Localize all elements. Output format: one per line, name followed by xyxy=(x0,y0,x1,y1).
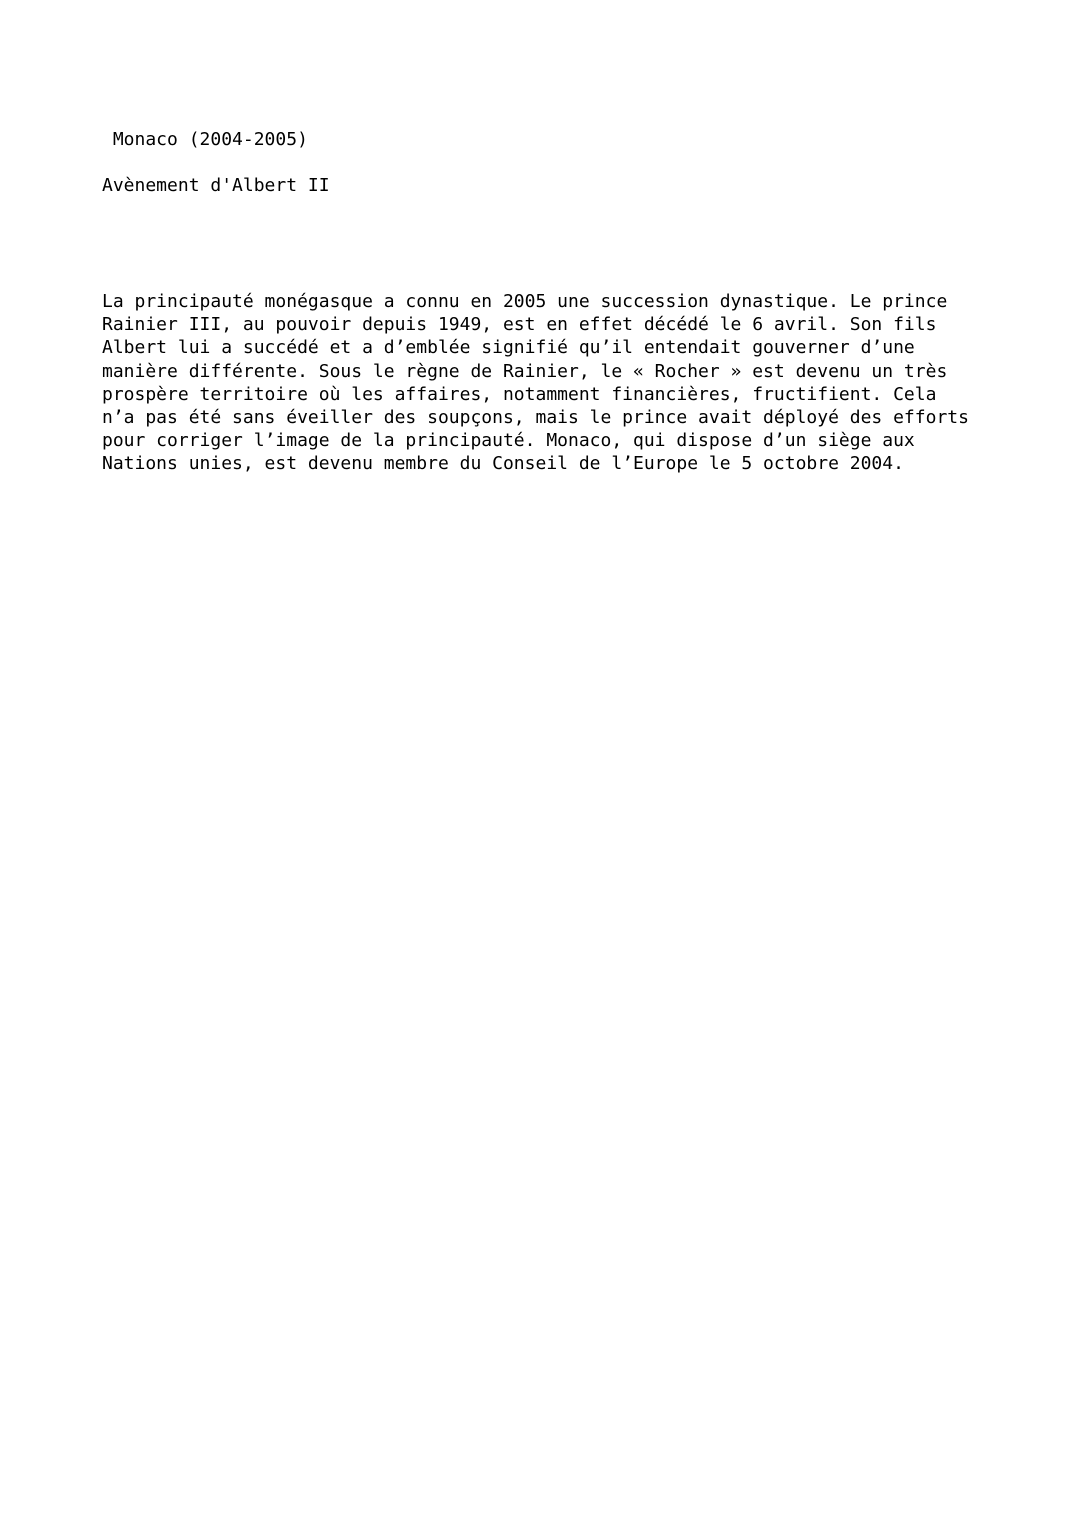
paragraph-line: Nations unies, est devenu membre du Conseil de l’Europe le 5 octobre 2004. xyxy=(102,453,904,475)
paragraph-line: Rainier III, au pouvoir depuis 1949, est en effet décédé le 6 avril. Son fils xyxy=(102,314,937,336)
paragraph-line: Albert lui a succédé et a d’emblée signifié qu’il entendait gouverner d’une xyxy=(102,337,915,359)
paragraph-line: n’a pas été sans éveiller des soupçons, mais le prince avait déployé des efforts xyxy=(102,407,969,429)
paragraph-line: pour corriger l’image de la principauté. Monaco, qui dispose d’un siège aux xyxy=(102,430,915,452)
body-paragraph xyxy=(102,290,982,476)
paragraph-line: manière différente. Sous le règne de Rainier, le « Rocher » est devenu un très xyxy=(102,360,948,382)
document-subtitle: Avènement d'Albert II xyxy=(102,175,330,196)
paragraph-line: prospère territoire où les affaires, notamment financières, fructifient. Cela xyxy=(102,383,937,405)
document-title: Monaco (2004-2005) xyxy=(102,129,308,150)
paragraph-line: La principauté monégasque a connu en 2005 une succession dynastique. Le prince xyxy=(102,291,948,312)
